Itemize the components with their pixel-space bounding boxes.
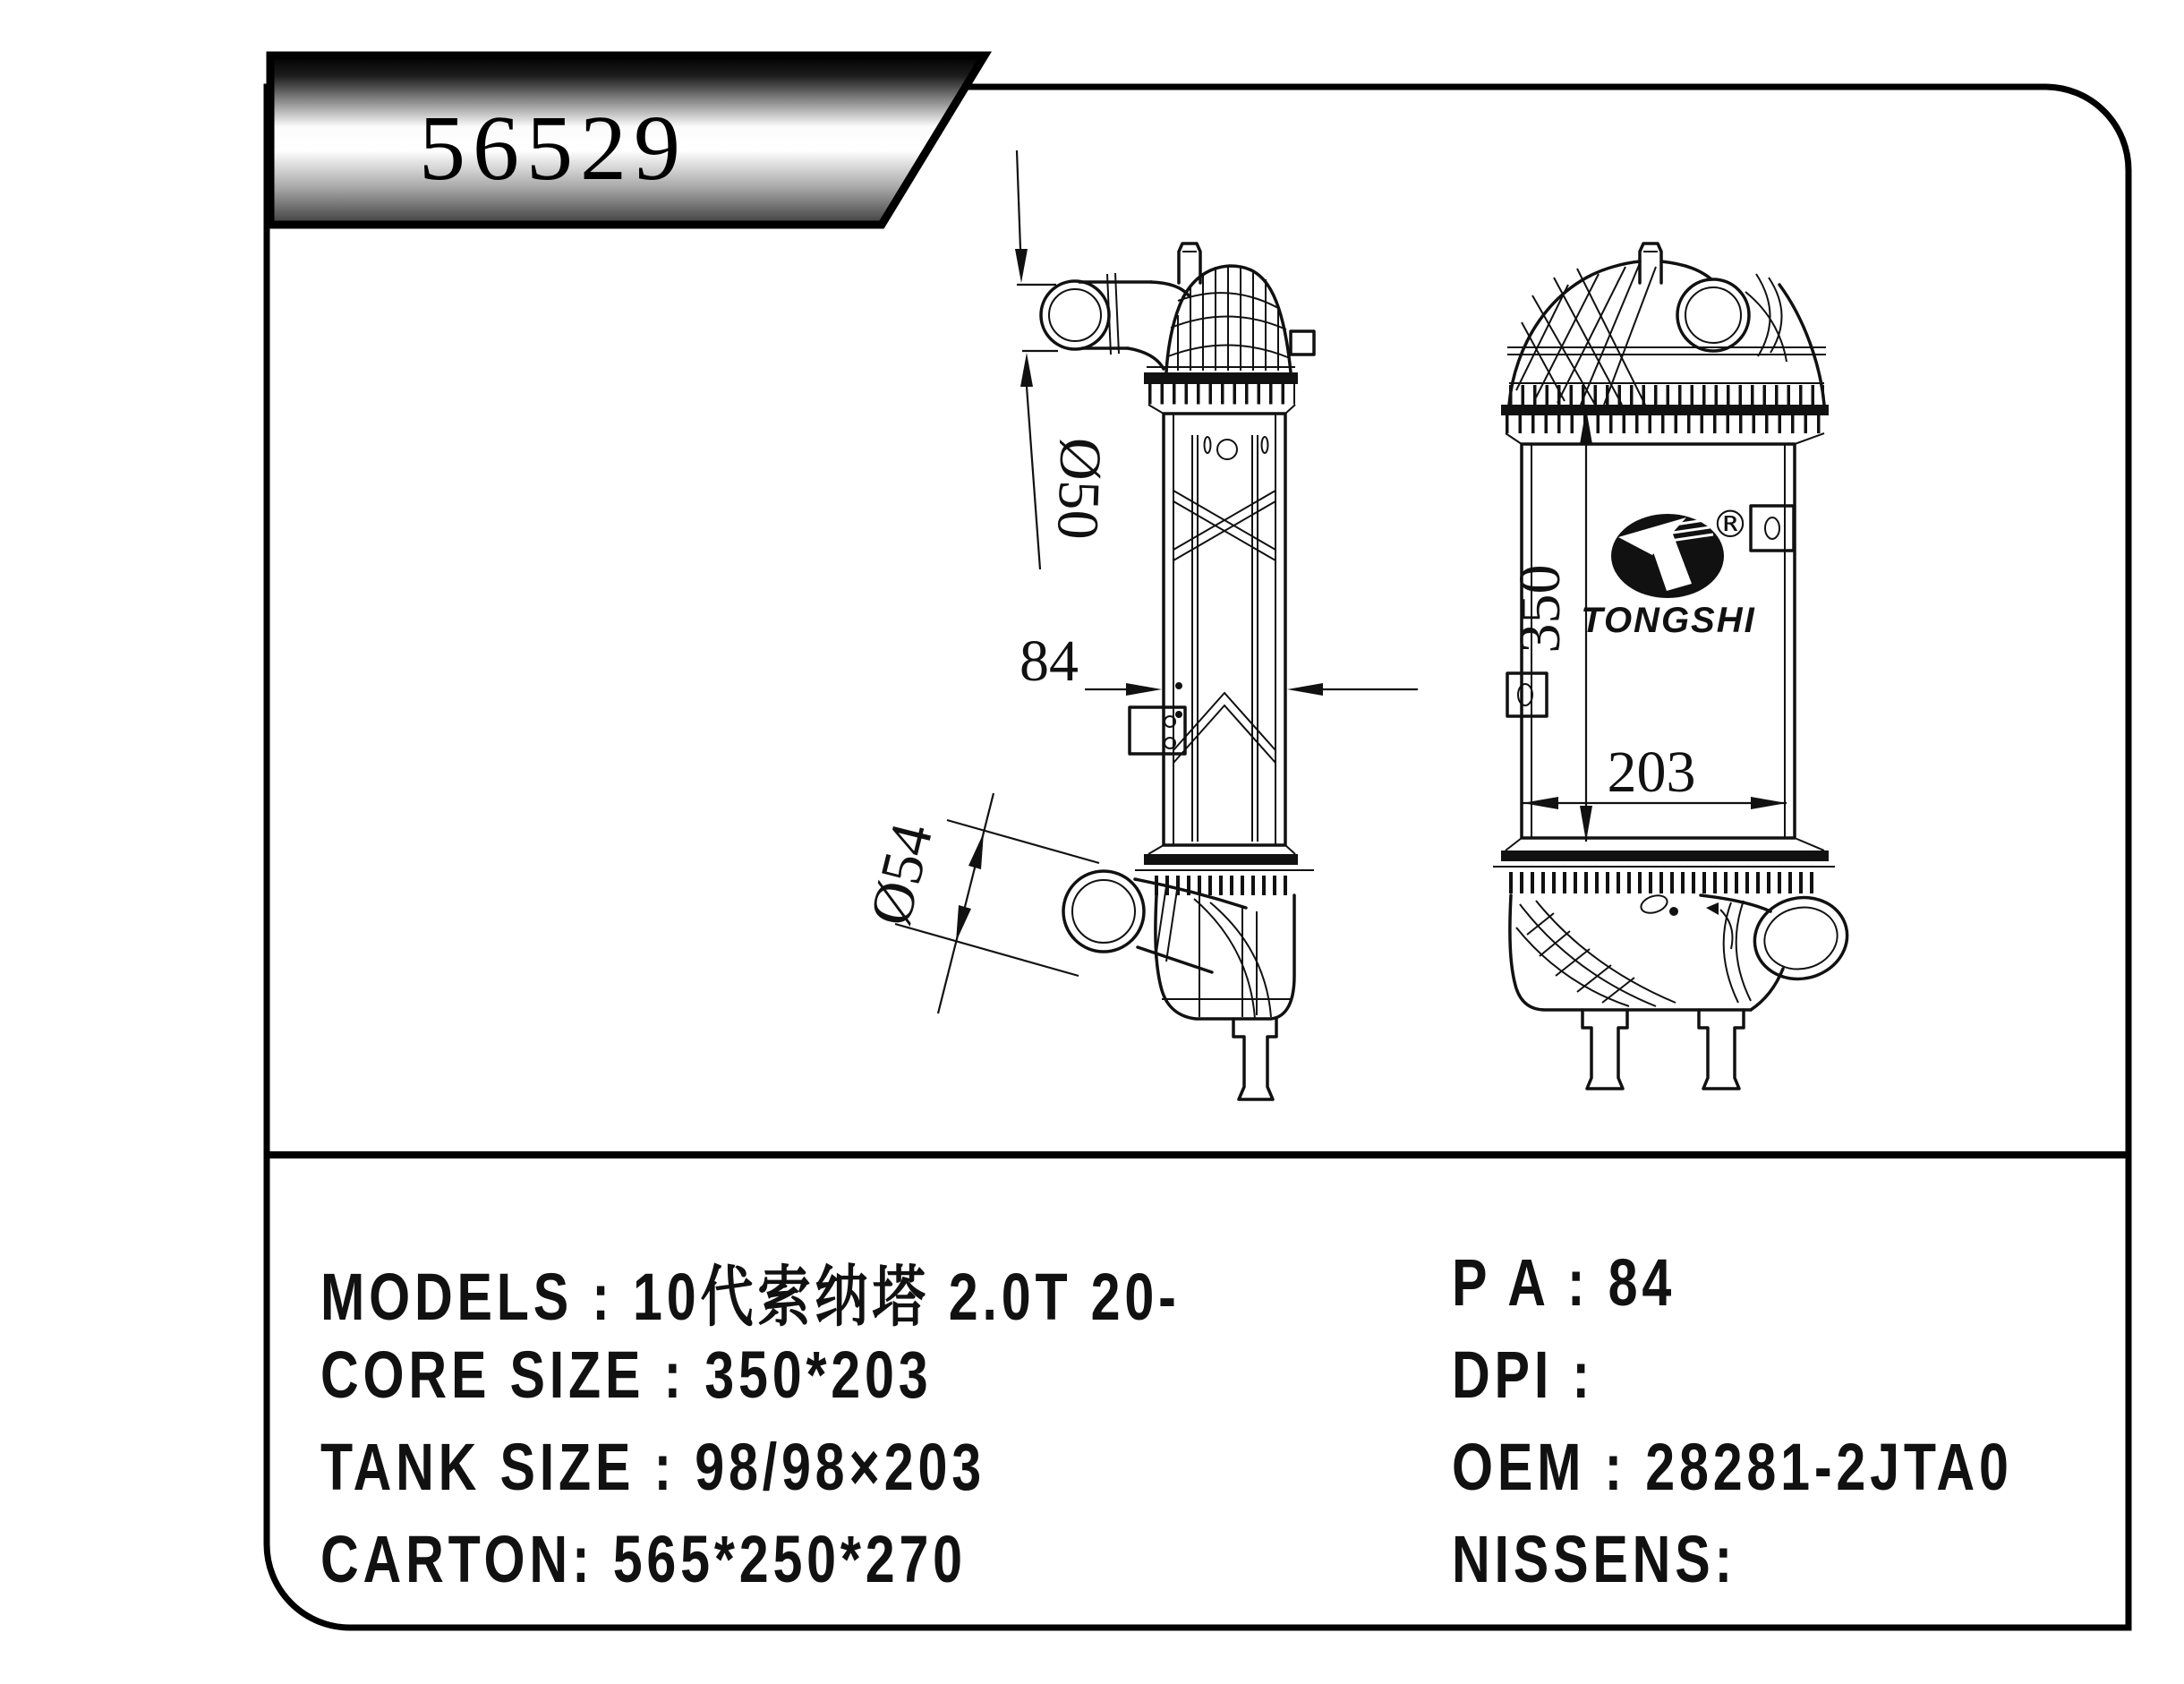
dim-core-width xyxy=(1523,739,1787,809)
front-view-drawing xyxy=(1493,244,1856,1089)
dim-top-pipe-diameter xyxy=(1015,150,1113,569)
side-view-drawing xyxy=(1041,244,1314,1099)
spec-oem: OEM : 28281-2JTA0 xyxy=(1452,1430,2013,1504)
part-number: 56529 xyxy=(419,97,687,200)
dim-core-depth xyxy=(1019,628,1418,696)
spec-core-size: CORE SIZE : 350*203 xyxy=(320,1338,933,1412)
dim-top-pipe-diameter-label: Ø50 xyxy=(1045,436,1113,541)
spec-carton: CARTON: 565*250*270 xyxy=(320,1522,967,1596)
spec-dpi: DPI : xyxy=(1452,1338,1614,1412)
logo-text: TONGSHI xyxy=(1581,601,1756,640)
part-number-banner xyxy=(270,56,985,225)
dim-core-depth-label: 84 xyxy=(1019,628,1079,694)
spec-models: MODELS : 10代索纳塔 2.0T 20- xyxy=(320,1260,1181,1334)
spec-pa: P A : 84 xyxy=(1452,1245,1676,1320)
spec-tank-size: TANK SIZE : 98/98×203 xyxy=(320,1430,985,1504)
dim-core-height-label: 350 xyxy=(1507,564,1573,654)
tongshi-logo xyxy=(1581,502,1756,640)
registered-icon: ® xyxy=(1711,502,1749,546)
dim-core-width-label: 203 xyxy=(1607,739,1696,805)
dim-bottom-pipe-diameter-label: Ø54 xyxy=(857,816,946,932)
spec-nissens: NISSENS: xyxy=(1452,1522,1737,1596)
